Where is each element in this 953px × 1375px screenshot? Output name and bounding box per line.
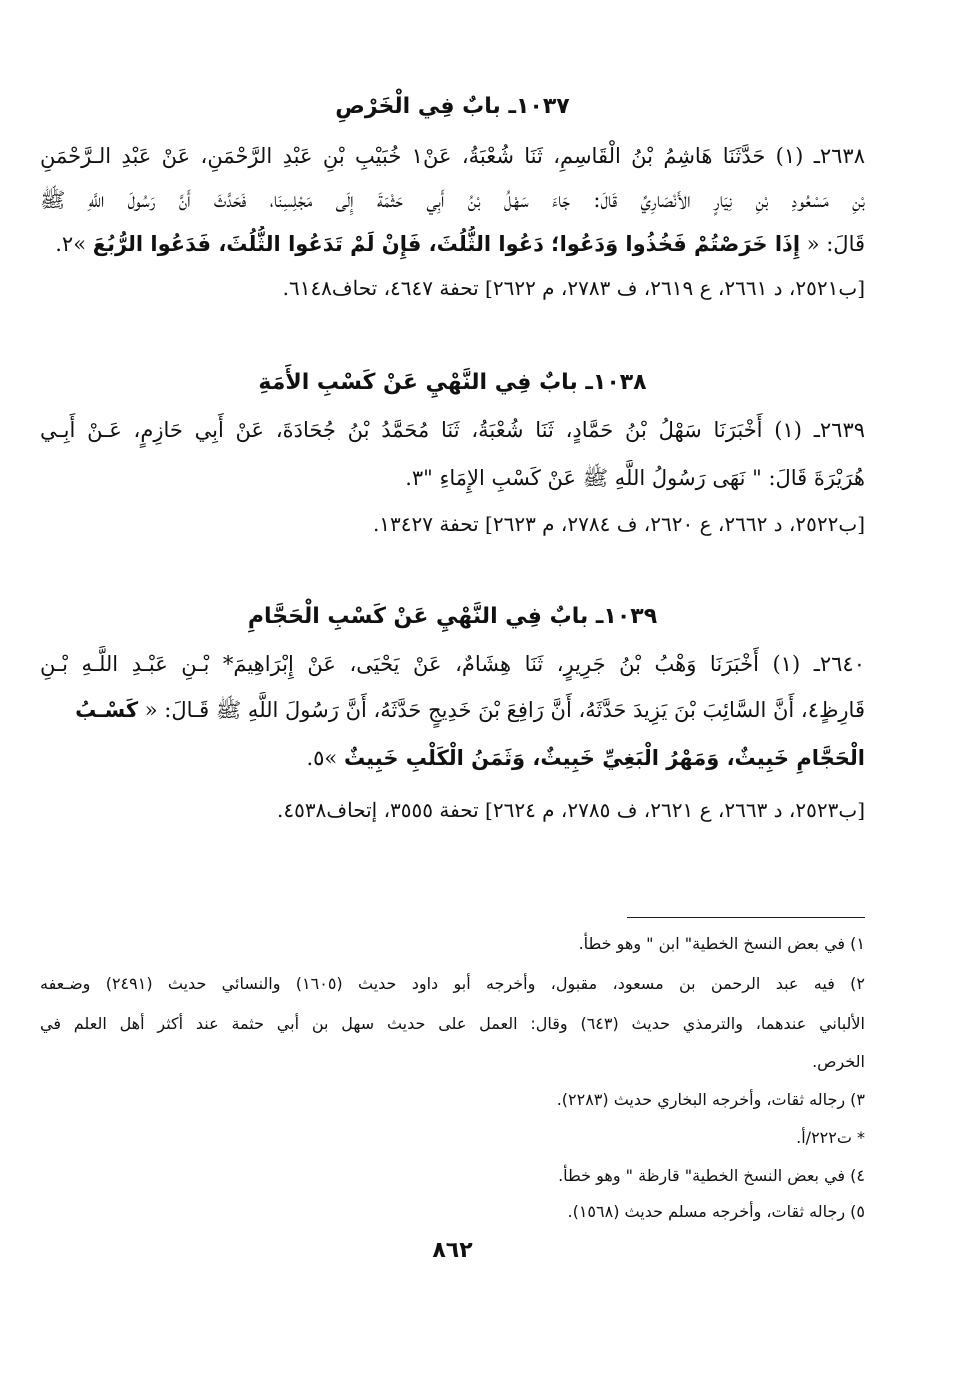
hadith-2638-line-2: بْنِ مَسْعُودِ بْنِ نِيَارٍ الأَنْصَارِيِّ قَالَ: جَاءَ سَهْلُ بْنُ أَبِي حَثْمَةَ إِلَى مَجْلِسِنَا، فَحَدَّثَ أَنَّ رَسُولَ اللَّهِ ﷺ	[40, 188, 865, 212]
chapter-heading-1038: ١٠٣٨ـ بابٌ فِي النَّهْيِ عَنْ كَسْبِ الأَمَةِ	[258, 370, 647, 395]
page-number: ٨٦٢	[432, 1238, 473, 1263]
hadith-2639-line-1: ٢٦٣٩ـ (١) أَخْبَرَنَا سَهْلُ بْنُ حَمَّادٍ، ثَنَا شُعْبَةُ، ثَنَا مُحَمَّدُ بْنُ جُحَادَةَ، عَنْ أَبِي حَازِمٍ، عَـنْ أَبِـي	[40, 418, 865, 442]
hadith-2638-quote-open: قَالَ: «	[800, 232, 865, 256]
hadith-2640-references: [ب٢٥٢٣، د ٢٦٦٣، ع ٢٦٢١، ف ٢٧٨٥، م ٢٦٢٤] تحفة ٣٥٥٥، إتحاف٤٥٣٨.	[277, 798, 865, 822]
footnote-folio-marker: * ت٢٢٢/أ.	[796, 1128, 865, 1147]
footnote-3: ٣) رجاله ثقات، وأخرجه البخاري حديث (٢٢٨٣).	[556, 1090, 865, 1109]
footnote-2-line-3: الخرص.	[812, 1052, 865, 1071]
footnote-2-line-1: ٢) فيه عبد الرحمن بن مسعود، مقبول، وأخرجه أبو داود حديث (١٦٠٥) والنسائي حديث (٢٤٩١) وضـعفه	[40, 974, 865, 993]
hadith-2638-quote-close: »٢.	[55, 232, 93, 256]
hadith-2640-line-2	[40, 692, 865, 728]
hadith-2639-references: [ب٢٥٢٢، د ٢٦٦٢، ع ٢٦٢٠، ف ٢٧٨٤، م ٢٦٢٣] تحفة ١٣٤٢٧.	[372, 512, 865, 536]
hadith-2640-line-3	[40, 740, 865, 776]
footnote-2-line-2: الألباني عندهما، والترمذي حديث (٦٤٣) وقال: العمل على حديث سهل بن أبي حثمة عند أكثر أهل العلم في	[40, 1014, 865, 1033]
footnote-divider	[627, 917, 865, 918]
hadith-2640-line-2-text: قَارِظٍ٤، أَنَّ السَّائِبَ بْنَ يَزِيدَ حَدَّثَهُ، أَنَّ رَافِعَ بْنَ خَدِيجٍ حَدَّثَهُ، أَنَّ رَسُولَ اللَّهِ ﷺ قَـالَ: «	[138, 698, 865, 722]
hadith-2640-matn-start: كَسْـبُ	[75, 698, 139, 722]
hadith-2639-line-2: هُرَيْرَةَ قَالَ: " نَهَى رَسُولُ اللَّهِ ﷺ عَنْ كَسْبِ الإِمَاءِ "٣.	[405, 466, 865, 490]
hadith-2640-quote-close: »٥.	[306, 746, 344, 770]
chapter-heading-1039: ١٠٣٩ـ بابٌ فِي النَّهْيِ عَنْ كَسْبِ الْحَجَّامِ	[247, 604, 658, 629]
hadith-2638-line-1: ٢٦٣٨ـ (١) حَدَّثَنَا هَاشِمُ بْنُ الْقَاسِمِ، ثَنَا شُعْبَةُ، عَنْ١ خُبَيْبِ بْنِ عَبْدِ الرَّحْمَنِ، عَنْ عَبْدِ الـرَّحْمَنِ	[40, 144, 865, 168]
hadith-2640-matn: الْحَجَّامِ خَبِيثٌ، وَمَهْرُ الْبَغِيِّ خَبِيثٌ، وَثَمَنُ الْكَلْبِ خَبِيثٌ	[343, 746, 865, 770]
chapter-heading-1037: ١٠٣٧ـ بابٌ فِي الْخَرْصِ	[335, 94, 570, 119]
hadith-2638-matn: إِذَا خَرَصْتُمْ فَخُذُوا وَدَعُوا؛ دَعُوا الثُّلُثَ، فَإِنْ لَمْ تَدَعُوا الثُّلُثَ، فَدَعُوا الرُّبُعَ	[92, 232, 801, 256]
hadith-2638-line-3	[40, 226, 865, 262]
footnote-4: ٤) في بعض النسخ الخطية" قارظة " وهو خطأ.	[558, 1166, 865, 1185]
book-page	[40, 0, 865, 1375]
hadith-2638-references: [ب٢٥٢١، د ٢٦٦١، ع ٢٦١٩، ف ٢٧٨٣، م ٢٦٢٢] تحفة ٤٦٤٧، تحاف٦١٤٨.	[282, 276, 865, 300]
footnote-5: ٥) رجاله ثقات، وأخرجه مسلم حديث (١٥٦٨).	[567, 1202, 865, 1221]
footnote-1: ١) في بعض النسخ الخطية" ابن " وهو خطأ.	[578, 934, 865, 953]
hadith-2640-line-1: ٢٦٤٠ـ (١) أَخْبَرَنَا وَهْبُ بْنُ جَرِيرٍ، ثَنَا هِشَامٌ، عَنْ يَحْيَى، عَنْ إِبْرَاهِيمَ* بْـنِ عَبْـدِ اللَّـهِ بْـنِ	[40, 652, 865, 676]
